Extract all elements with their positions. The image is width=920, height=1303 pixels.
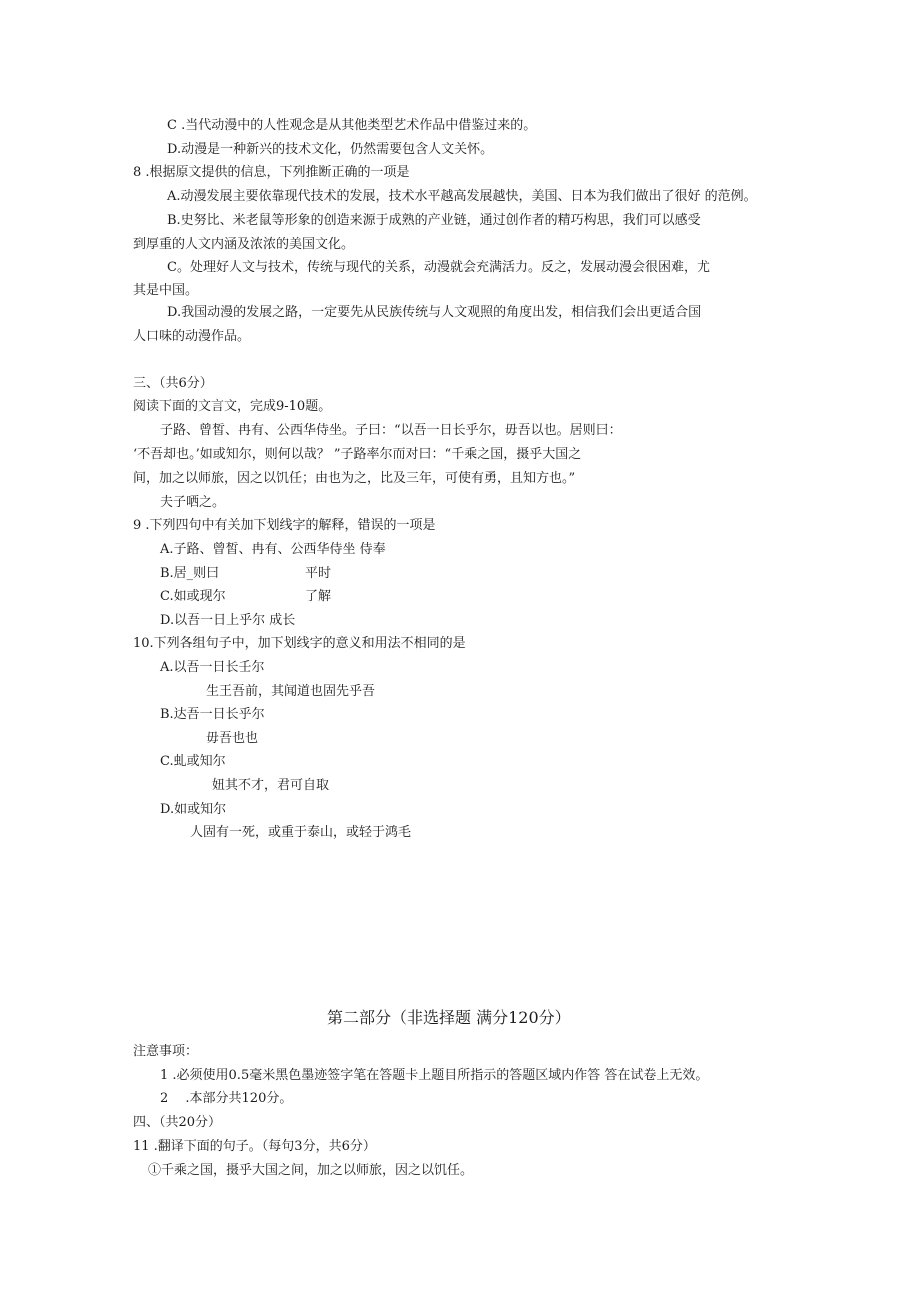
option-b-q9-gloss: 平时 — [305, 566, 332, 581]
option-c-q9-gloss: 了解 — [305, 589, 332, 604]
passage-line-2: ‘不吾却也。’如或知尔，则何以哉？ ”子路率尔而对曰：“千乘之国，摄乎大国之 — [133, 447, 582, 462]
question-8: 8 .根据原文提供的信息，下列推断正确的一项是 — [133, 165, 410, 180]
option-c-q10: C.虬或知尔 — [160, 754, 226, 769]
option-d-q8: D.我国动漫的发展之路，一定要先从民族传统与人文观照的角度出发，相信我们会出更适合国 — [167, 305, 702, 320]
option-c-q9: C.如或现尔 — [160, 589, 226, 604]
option-a-q8: A.动漫发展主要依靠现代技术的发展，技术水平越高发展越快，美国、日本为我们做出了很好 的范例。 — [167, 189, 757, 204]
option-b-q8-cont: 到厚重的人文内涵及浓浓的美国文化。 — [133, 237, 355, 252]
passage-line-1: 子路、曾皙、冉有、公西华侍坐。子曰：“以吾一日长乎尔，毋吾以也。居则曰： — [160, 423, 622, 438]
option-c-q10-compare: 妞其不才，君可自取 — [212, 778, 330, 793]
option-d-q10-compare: 人固有一死，或重于泰山，或轻于鸿毛 — [190, 825, 412, 840]
option-b-q10: B.达吾一日长乎尔 — [160, 707, 265, 722]
notice-item-2: 2 .本部分共120分。 — [160, 1091, 293, 1106]
option-a-q10: A.以吾一日长壬尔 — [160, 660, 265, 675]
passage-line-3: 间，加之以师旅，因之以饥任；由也为之，比及三年，可使有勇，且知方也。” — [133, 471, 576, 486]
part-two-title: 第二部分（非选择题 满分120分） — [327, 1008, 571, 1027]
notice-heading: 注意事项： — [133, 1044, 199, 1059]
option-c-q8: C。处理好人文与技术，传统与现代的关系，动漫就会充满活力。反之，发展动漫会很困难，尤 — [167, 260, 710, 275]
reading-instruction: 阅读下面的文言文，完成9-10题。 — [133, 399, 332, 414]
passage-line-4: 夫子哂之。 — [160, 495, 226, 510]
question-10: 10.下列各组句子中，加下划线字的意义和用法不相同的是 — [133, 636, 466, 651]
option-b-q8: B.史努比、米老鼠等形象的创造来源于成熟的产业链，通过创作者的精巧构思，我们可以感受 — [167, 213, 701, 228]
section-3-heading: 三、（共6分） — [133, 376, 213, 391]
section-4-heading: 四、（共20分） — [133, 1115, 222, 1130]
option-c-q8-cont: 其是中国。 — [133, 283, 199, 298]
option-a-q9: A.子路、曾皙、冉有、公西华侍坐 侍奉 — [160, 542, 386, 557]
question-9: 9 .下列四句中有关加下划线字的解释，错误的一项是 — [133, 518, 436, 533]
question-11: 11 .翻译下面的句子。（每句3分，共6分） — [133, 1139, 376, 1154]
notice-item-1: 1 .必须使用0.5毫米黑色墨迹签字笔在答题卡上题目所指示的答题区域内作答 答在试卷上无效。 — [160, 1068, 709, 1083]
option-c-q7: C .当代动漫中的人性观念是从其他类型艺术作品中借鉴过来的。 — [167, 118, 537, 133]
question-11-sentence-1: ①千乘之国，摄乎大国之间，加之以师旅，因之以饥任。 — [148, 1163, 474, 1178]
option-d-q8-cont: 人口味的动漫作品。 — [133, 329, 251, 344]
option-d-q7: D.动漫是一种新兴的技术文化，仍然需要包含人文关怀。 — [167, 142, 494, 157]
option-b-q10-compare: 毋吾也也 — [206, 731, 259, 746]
option-d-q10: D.如或知尔 — [160, 802, 227, 817]
option-d-q9: D.以吾一日上乎尔 成长 — [160, 613, 296, 628]
option-b-q9: B.居_则曰 — [160, 566, 220, 581]
option-a-q10-compare: 生王吾前，其闻道也固先乎吾 — [206, 684, 376, 699]
